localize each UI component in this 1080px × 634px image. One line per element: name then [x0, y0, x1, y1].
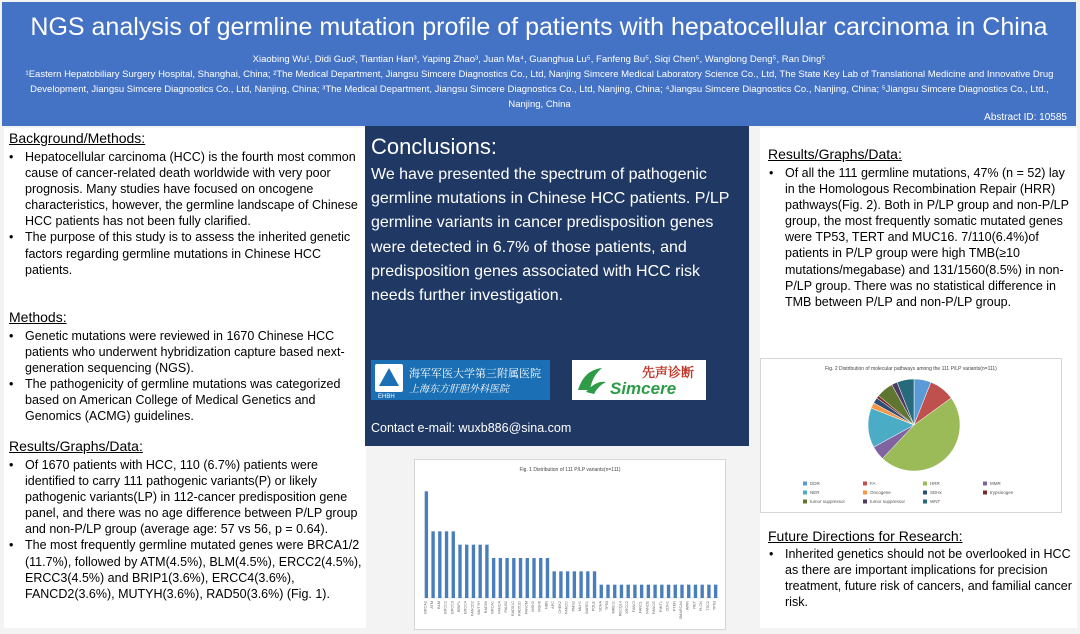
fig1-bar [465, 545, 468, 598]
fig1-bar [472, 545, 475, 598]
fig1-bar [573, 571, 576, 598]
fig1-tick-label: SMARCA4 [679, 601, 683, 620]
poster-title: NGS analysis of germline mutation profile of patients with hepatocellular carcinoma in China [30, 13, 1048, 41]
fig1-bar [647, 585, 650, 598]
poster-header [2, 2, 1076, 126]
methods-heading: Methods: [9, 309, 67, 325]
logo2-cn: 先声诊断 [642, 366, 695, 381]
fig1-bar [579, 571, 582, 598]
fig1-bar [687, 585, 690, 598]
fig1-tick-label: BLM [436, 601, 441, 609]
fig1-bar [667, 585, 670, 598]
fig1-tick-label: APC [551, 601, 556, 609]
fig1-tick-label: ERCC4 [463, 601, 468, 614]
background-list [6, 149, 362, 278]
fig1-tick-label: PALB2 [504, 601, 509, 613]
right-results-heading: Results/Graphs/Data: [768, 146, 902, 162]
fig1-bar [539, 558, 542, 598]
figure1-bar-chart [414, 459, 726, 630]
fig1-tick-label: PMS2 [571, 601, 576, 612]
fig1-bar [505, 558, 508, 598]
fig1-tick-label: BRIP1 [457, 601, 461, 612]
contact-email: Contact e-mail: wuxb886@sina.com [371, 421, 572, 435]
fig2-legend-label: tumor suppressor [810, 499, 846, 504]
fig1-bar [452, 531, 455, 598]
fig1-tick-label: ERCC3 [450, 601, 455, 614]
fig2-legend-swatch [803, 500, 807, 504]
fig1-bar [620, 585, 623, 598]
fig1-tick-label: MRE11 [611, 601, 616, 614]
results-heading: Results/Graphs/Data: [9, 438, 143, 454]
fig1-tick-label: RET [692, 601, 697, 609]
fig1-tick-label: MLH1 [578, 601, 583, 612]
fig1-tick-label: XRCC2 [625, 601, 630, 614]
fig2-legend-label: WNT [930, 499, 941, 504]
fig1-tick-label: NBN [544, 601, 549, 610]
fig2-legend-label: trypsinogen [990, 490, 1014, 495]
fig1-bar [674, 585, 677, 598]
fig1-bar [613, 585, 616, 598]
list-item: • The most frequently germline mutated genes were BRCA1/2 (11.7%), followed by ATM(4.5%), BLM(4.5%), ERCC2(4.5%), ERCC3(4.5%) and BRIP1(3.6%), ERCC4(3.6%), FANCD2(3.6%), MUTYH(3.6%), RAD50(3.6%) (Fig. 1). [6, 537, 362, 601]
fig1-tick-label: ATM [430, 601, 435, 609]
fig1-tick-label: CDH1 [665, 601, 670, 612]
figure1-svg [415, 460, 725, 629]
fig2-legend-swatch [863, 491, 867, 495]
fig1-tick-label: FANCL [638, 601, 643, 614]
fig1-tick-label: RAD51C [510, 601, 515, 616]
fig1-bar [458, 545, 461, 598]
fig1-tick-label: FANCM [524, 601, 529, 615]
fig1-bar [526, 558, 529, 598]
list-item: • Hepatocellular carcinoma (HCC) is the fourth most common cause of cancer-related death worldwide with very poor prognosis. Many studies have focused on oncogene characteristics, however, the germline landscape of Chinese HCC patients has not been fully clarified. [6, 149, 362, 229]
fig1-bar [586, 571, 589, 598]
fig1-tick-label: FANCG [652, 601, 657, 615]
fig2-legend-swatch [863, 500, 867, 504]
fig1-bar [593, 571, 596, 598]
fig1-bar [600, 585, 603, 598]
fig1-bar [512, 558, 515, 598]
fig1-bar [606, 585, 609, 598]
fig1-tick-label: ERCC2 [443, 601, 448, 614]
fig1-bar [633, 585, 636, 598]
fig1-bar [546, 558, 549, 598]
list-item: • The pathogenicity of germline mutations was categorized based on American College of Medical Genetics and Genomics (ACMG) guidelines. [6, 376, 362, 424]
fig1-bar [499, 558, 502, 598]
list-item: • Of 1670 patients with HCC, 110 (6.7%) patients were identified to carry 111 pathogenic variants(P) or likely pathogenic variants(LP) in 112-cancer predisposition gene panel, and there was no age difference between P/LP group and non-P/LP group (average age: 57 vs 56, p = 0.64). [6, 457, 362, 537]
list-item: • The purpose of this study is to assess the inherited genetic factors regarding germline mutations in Chinese HCC patients. [6, 229, 362, 277]
fig1-tick-label: BRCA1 [490, 601, 495, 614]
background-heading: Background/Methods: [9, 130, 146, 146]
fig1-bar [680, 585, 683, 598]
logo1-text2: 上海东方肝胆外科医院 [409, 384, 509, 395]
logo1-mark: EHBH [378, 394, 395, 400]
fig1-bar [445, 531, 448, 598]
fig1-tick-label: MUTYH [477, 601, 482, 615]
fig1-title: Fig. 1 Distribution of 111 P/LP variants(n=111) [519, 467, 621, 473]
logo1-text: 海军军医大学第三附属医院 [409, 367, 541, 380]
fig1-bar [559, 571, 562, 598]
results-list [6, 457, 362, 602]
fig1-tick-label: RAD51D [517, 601, 522, 616]
fig1-tick-label: BARD1 [584, 601, 589, 614]
fig1-tick-label: BRCA2 [423, 601, 428, 614]
fig1-tick-label: MSH2 [531, 601, 535, 612]
fig2-legend-label: HRR [930, 481, 940, 486]
fig1-bar [438, 531, 441, 598]
logo2-en: Simcere [610, 379, 677, 398]
fig1-tick-label: FANCD2 [470, 601, 475, 616]
fig2-legend-label: NER [810, 490, 820, 495]
list-item: • Of all the 111 germline mutations, 47% (n = 52) lay in the Homologous Recombination Repair (HRR) pathways(Fig. 2). Both in P/LP group and non-P/LP group, the most frequently somatic mutated genes were TP53, TERT and MUC16. 7/110(6.4%)of patients in P/LP group were high TMB(≥10 mutations/megabase) and 131/1560(8.5%) in non-P/LP group. There was no statistical difference in TMB between P/LP and non-P/LP group. [766, 165, 1072, 310]
list-item: • Inherited genetics should not be overlooked in HCC as there are important implications for precision treatment, future risk of cancers, and familial cancer risk. [766, 546, 1072, 610]
fig1-bar [479, 545, 482, 598]
left-column [4, 128, 366, 628]
fig1-bar [485, 545, 488, 598]
fig2-title: Fig. 2 Distribution of molecular pathways among the 111 P/LP variants(n=111) [825, 366, 997, 372]
fig2-legend-swatch [803, 491, 807, 495]
fig1-bar [553, 571, 556, 598]
fig1-tick-label: TP53 [605, 601, 609, 611]
fig1-tick-label: PTEN [672, 601, 677, 612]
authors: Xiaobing Wu¹, Didi Guo², Tiantian Han³, Yaping Zhao³, Juan Ma⁴, Guanghua Lu⁵, Fanfeng Bu⁵, Siqi Chen⁵, Wanglong Deng⁵, Ran Ding⁵ [252, 54, 826, 65]
figure2-pie-chart [760, 358, 1062, 513]
fig1-tick-label: WRN [685, 601, 690, 611]
conclusions-panel [365, 126, 749, 446]
fig1-bar [532, 558, 535, 598]
fig1-bar [660, 585, 663, 598]
methods-list [6, 328, 362, 425]
fig2-legend-label: SDHx [930, 490, 942, 495]
fig1-bar [519, 558, 522, 598]
fig1-tick-label: RAD50 [483, 601, 488, 614]
fig1-tick-label: TP63 [712, 601, 717, 611]
fig2-legend-swatch [923, 491, 927, 495]
fig2-legend-swatch [803, 482, 807, 486]
right-results-list [766, 165, 1072, 310]
fig1-tick-label: RECQL4 [618, 601, 623, 617]
fig1-tick-label: FLCN [699, 601, 704, 611]
fig1-bar [566, 571, 569, 598]
conclusions-title: Conclusions: [371, 134, 497, 159]
fig2-legend-label: FA [870, 481, 876, 486]
fig1-tick-label: FANCA [497, 601, 502, 614]
simcere-logo-graphic [572, 360, 706, 400]
abstract-id: Abstract ID: 10585 [984, 112, 1067, 123]
fig2-legend-swatch [983, 491, 987, 495]
fig2-legend-swatch [923, 482, 927, 486]
fig1-tick-label: SDHA [598, 601, 603, 612]
fig2-legend-label: DDR [810, 481, 820, 486]
fig1-bar [627, 585, 630, 598]
future-list [766, 546, 1072, 610]
figure2-svg [761, 359, 1061, 512]
fig1-bar [492, 558, 495, 598]
affiliations: ¹Eastern Hepatobiliary Surgery Hospital, Shanghai, China; ²The Medical Department, Jiangsu Simcere Diagnostics Co., Ltd, Nanjing Simcere Medical Laboratory Science Co., Ltd, The State Key Lab of Translational Medicine and Innovative Drug Development, Jiangsu Simcere Diagnostics Co., Ltd, Nanjing, China; ³The Medical Department, Jiangsu Simcere Diagnostics Co., Ltd, Nanjing, China; ⁴Jiangsu Simcere Diagnostics Co., Nanjing, China; ⁵Jiangsu Simcere Diagnostics Co., Ltd., Nanjing, China [25, 69, 1054, 110]
fig1-bar [640, 585, 643, 598]
fig1-tick-label: MSH6 [537, 601, 542, 612]
fig2-legend-swatch [863, 482, 867, 486]
fig1-tick-label: CHEK2 [557, 601, 562, 614]
fig2-legend-swatch [983, 482, 987, 486]
fig1-bar [431, 531, 434, 598]
fig1-bar [707, 585, 710, 598]
fig1-bar [653, 585, 656, 598]
conclusions-body: We have presented the spectrum of pathogenic germline mutations in Chinese HCC patients. P/LP germline variants in cancer predisposition genes were detected in 6.7% of those patients, and predisposition genes associated with HCC risk needs further investigation. [371, 166, 730, 305]
hospital-logo-graphic [371, 360, 550, 400]
simcere-logo [572, 360, 706, 400]
list-item: • Genetic mutations were reviewed in 1670 Chinese HCC patients who underwent hybridization capture based next-generation sequencing (NGS). [6, 328, 362, 376]
fig1-tick-label: RINT1 [658, 601, 663, 612]
future-heading: Future Directions for Research: [768, 528, 963, 544]
fig1-tick-label: POLE [591, 601, 596, 612]
fig2-legend-label: tumor suppressor [870, 499, 906, 504]
fig1-tick-label: FANCE [645, 601, 650, 614]
fig2-legend-swatch [923, 500, 927, 504]
fig1-bar [714, 585, 717, 598]
hospital-logo [371, 360, 550, 400]
fig1-tick-label: FANCC [564, 601, 569, 614]
fig2-legend-label: Oncogene [870, 490, 891, 495]
fig1-bar [694, 585, 697, 598]
fig1-tick-label: FANCI [631, 601, 636, 613]
fig1-bar [425, 491, 428, 598]
fig1-bar [701, 585, 704, 598]
fig1-tick-label: TSC2 [705, 601, 710, 611]
fig2-legend-label: MMR [990, 481, 1001, 486]
